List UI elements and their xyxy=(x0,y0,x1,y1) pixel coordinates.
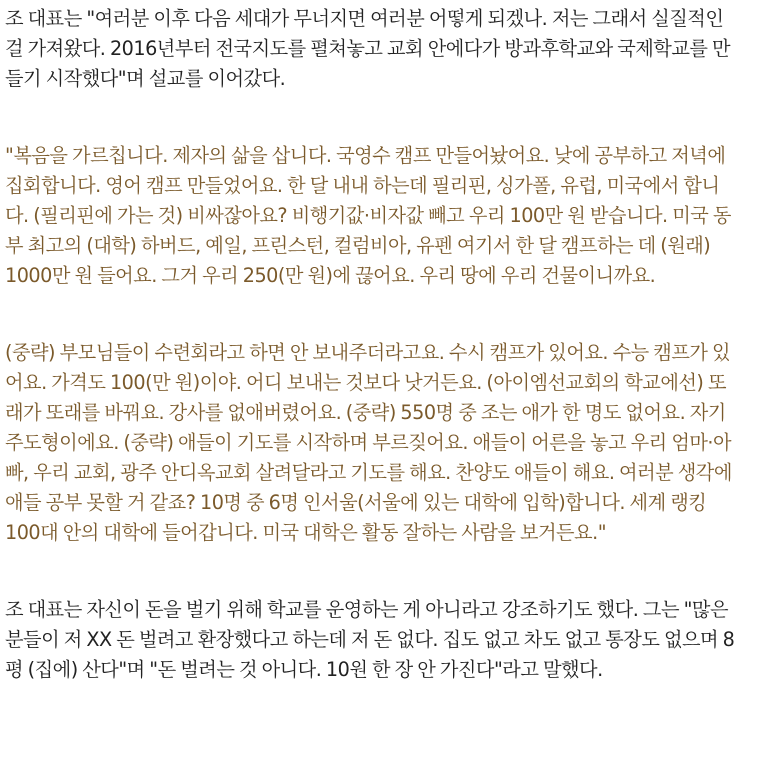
text-line: 분들이 저 XX 돈 벌려고 환장했다고 하는데 저 돈 없다. 집도 없고 차도 없고 통장도 없으며 8 xyxy=(5,628,735,651)
text-line: 부 최고의 (대학) 하버드, 예일, 프린스턴, 컬럼비아, 유펜 여기서 한 달 캠프하는 데 (원래) xyxy=(5,234,711,257)
paragraph-gap xyxy=(5,548,755,595)
text-line: 걸 가져왔다. 2016년부터 전국지도를 펼쳐놓고 교회 안에다가 방과후학교와 국제학교를 만 xyxy=(5,37,731,60)
text-line: 1000만 원 들어요. 그거 우리 250(만 원)에 끊어요. 우리 땅에 우리 건물이니까요. xyxy=(5,264,656,287)
text-line: (중략) 부모님들이 수련회라고 하면 안 보내주더라고요. 수시 캠프가 있어요. 수능 캠프가 있 xyxy=(5,341,731,364)
article-body xyxy=(5,4,755,685)
text-line: 조 대표는 자신이 돈을 벌기 위해 학교를 운영하는 게 아니라고 강조하기도 했다. 그는 "많은 xyxy=(5,598,728,621)
paragraph-gap xyxy=(5,291,755,338)
text-line: 들기 시작했다"며 설교를 이어갔다. xyxy=(5,67,286,90)
paragraph-gap xyxy=(5,94,755,141)
text-line: 빠, 우리 교회, 광주 안디옥교회 살려달라고 기도를 해요. 찬양도 애들이 해요. 여러분 생각에 xyxy=(5,461,732,484)
text-line: 조 대표는 "여러분 이후 다음 세대가 무너지면 여러분 어떻게 되겠나. 저는 그래서 실질적인 xyxy=(5,7,724,30)
paragraph-narration-2 xyxy=(5,595,755,685)
text-line: 100대 안의 대학에 들어갑니다. 미국 대학은 활동 잘하는 사람을 보거든요." xyxy=(5,521,607,544)
paragraph-quote-1 xyxy=(5,141,755,291)
text-line: 래가 또래를 바꿔요. 강사를 없애버렸어요. (중략) 550명 중 조는 애가 한 명도 없어요. 자기 xyxy=(5,401,726,424)
text-line: 집회합니다. 영어 캠프 만들었어요. 한 달 내내 하는데 필리핀, 싱가폴, 유럽, 미국에서 합니 xyxy=(5,174,720,197)
text-line: 평 (집에) 산다"며 "돈 벌려는 것 아니다. 10원 한 장 안 가진다"라고 말했다. xyxy=(5,658,603,681)
text-line: 어요. 가격도 100(만 원)이야. 어디 보내는 것보다 낫거든요. (아이엠선교회의 학교에선) 또 xyxy=(5,371,727,394)
text-line: 주도형이에요. (중략) 애들이 기도를 시작하며 부르짖어요. 애들이 어른을 놓고 우리 엄마·아 xyxy=(5,431,732,454)
paragraph-quote-2 xyxy=(5,338,755,548)
text-line: "복음을 가르칩니다. 제자의 삶을 삽니다. 국영수 캠프 만들어놨어요. 낮에 공부하고 저녁에 xyxy=(5,144,726,167)
paragraph-narration-1 xyxy=(5,4,755,94)
text-line: 다. (필리핀에 가는 것) 비싸잖아요? 비행기값·비자값 빼고 우리 100만 원 받습니다. 미국 동 xyxy=(5,204,731,227)
text-line: 애들 공부 못할 거 같죠? 10명 중 6명 인서울(서울에 있는 대학에 입학)합니다. 세계 랭킹 xyxy=(5,491,707,514)
